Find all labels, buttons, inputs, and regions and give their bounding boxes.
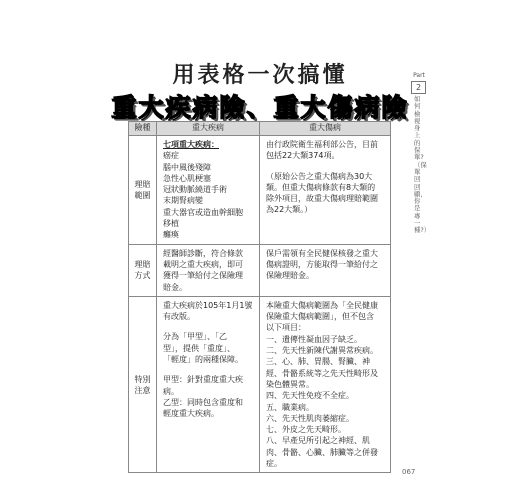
cell-line: 七項重大疾病：: [163, 140, 219, 149]
cell-major-injury: [260, 244, 391, 296]
cell-line: 保險理賠金。: [266, 271, 314, 281]
cell-line: 一、遺傳性凝血因子缺乏。: [266, 334, 362, 344]
cell-line: 癱瘓: [163, 230, 179, 240]
cell-line: 載明之重大疾病，即可: [163, 259, 243, 269]
cell-line: 染色體異常。: [266, 379, 314, 389]
cell-line: 急性心肌梗塞: [163, 173, 211, 183]
cell-line: 本險重大傷病範圍為「全民健康: [266, 300, 378, 310]
header-cell: 險種: [129, 122, 157, 136]
page-subtitle: 重大疾病險、重大傷病險: [111, 93, 409, 122]
cell-line: 六、先天性肌肉萎縮症。: [266, 413, 354, 423]
cell-line: 輕度重大疾病。: [163, 409, 219, 419]
page-title: 用表格一次搞懂: [172, 63, 348, 88]
cell-line: 二、先天性新陳代謝異常疾病。: [266, 346, 378, 356]
cell-line: 型」，提供「重度」、: [163, 343, 235, 353]
comparison-table: [128, 121, 391, 473]
table-header-row: [129, 122, 391, 136]
sidebar-chapter-title: 如何檢視身上的保單?（保單回回顧，你是專一種?）: [414, 95, 431, 235]
cell-line: 末期腎病變: [163, 196, 203, 206]
page-number: 067: [402, 468, 416, 476]
table-row: [129, 136, 391, 245]
header-cell: 重大傷病: [260, 122, 391, 136]
cell-line: 冠狀動脈繞道手術: [163, 185, 227, 195]
spacer: [163, 365, 254, 374]
spacer: [163, 322, 254, 331]
cell-line: 移植: [163, 219, 179, 229]
spacer: [266, 162, 385, 171]
cell-line: 分為「甲型」、「乙: [163, 332, 227, 342]
cell-line: 三、心、肺、胃腸、腎臟、神: [266, 357, 370, 367]
row-label-text: 特別注意: [134, 374, 151, 395]
cell-line: 重大疾病於105年1月1號: [163, 300, 253, 310]
cell-line: 經、骨骼系統等之先天性畸形及: [266, 368, 378, 378]
cell-line: 為22大類。）: [266, 205, 313, 215]
cell-line: 賠金。: [163, 282, 187, 292]
header-cell: 重大疾病: [157, 122, 260, 136]
cell-line: 由行政院衛生福利部公告，目前: [266, 140, 378, 149]
table-row: [129, 244, 391, 296]
cell-line: 四、先天性免疫不全症。: [266, 391, 354, 401]
cell-line: 症。: [266, 459, 282, 469]
cell-line: 以下項目：: [266, 323, 306, 333]
cell-line: 甲型：針對重度重大疾: [163, 375, 243, 385]
row-label-text: 理賠範圍: [134, 179, 151, 200]
cell-line: （原始公告之重大傷病為30大: [266, 171, 373, 181]
cell-line: 病。: [163, 386, 179, 396]
cell-major-injury: [260, 296, 391, 472]
cell-major-injury: [260, 136, 391, 245]
row-label-text: 理賠方式: [134, 260, 151, 281]
cell-line: 七、外皮之先天畸形。: [266, 425, 346, 435]
cell-line: 重大器官或造血幹細胞: [163, 207, 243, 217]
cell-line: 經醫師診斷，符合條款: [163, 248, 243, 258]
cell-line: 八、早產兒所引起之神經、肌: [266, 436, 370, 446]
cell-line: 五、職業病。: [266, 402, 314, 412]
cell-line: 獲得一筆給付之保險理: [163, 271, 243, 281]
cell-line: 肉、骨骼、心臟、肺臟等之併發: [266, 447, 378, 457]
cell-line: 類。但重大傷病條款有8大類的: [266, 182, 376, 192]
table-row: [129, 296, 391, 472]
cell-line: 乙型：同時包含重度和: [163, 397, 243, 407]
sidebar-part-label: Part: [413, 72, 425, 79]
cell-line: 傷病證明，方能取得一筆給付之: [266, 259, 378, 269]
cell-critical-illness: [157, 296, 260, 472]
cell-line: 「輕度」的兩種保障。: [163, 355, 243, 365]
cell-line: 腦中風後殘障: [163, 162, 211, 172]
row-label: [129, 244, 157, 296]
row-label: [129, 296, 157, 472]
cell-line: 包括22大類374項。: [266, 151, 340, 161]
row-label: [129, 136, 157, 245]
sidebar-part-number: 2: [411, 81, 426, 94]
cell-line: 除外項目，故重大傷病理賠範圍: [266, 194, 378, 204]
cell-critical-illness: [157, 136, 260, 245]
cell-line: 癌症: [163, 151, 179, 161]
cell-line: 有改版。: [163, 312, 195, 322]
cell-line: 保險重大傷病範圍」，但不包含: [266, 312, 374, 322]
cell-critical-illness: [157, 244, 260, 296]
cell-line: 保戶需領有全民健保核發之重大: [266, 248, 378, 258]
